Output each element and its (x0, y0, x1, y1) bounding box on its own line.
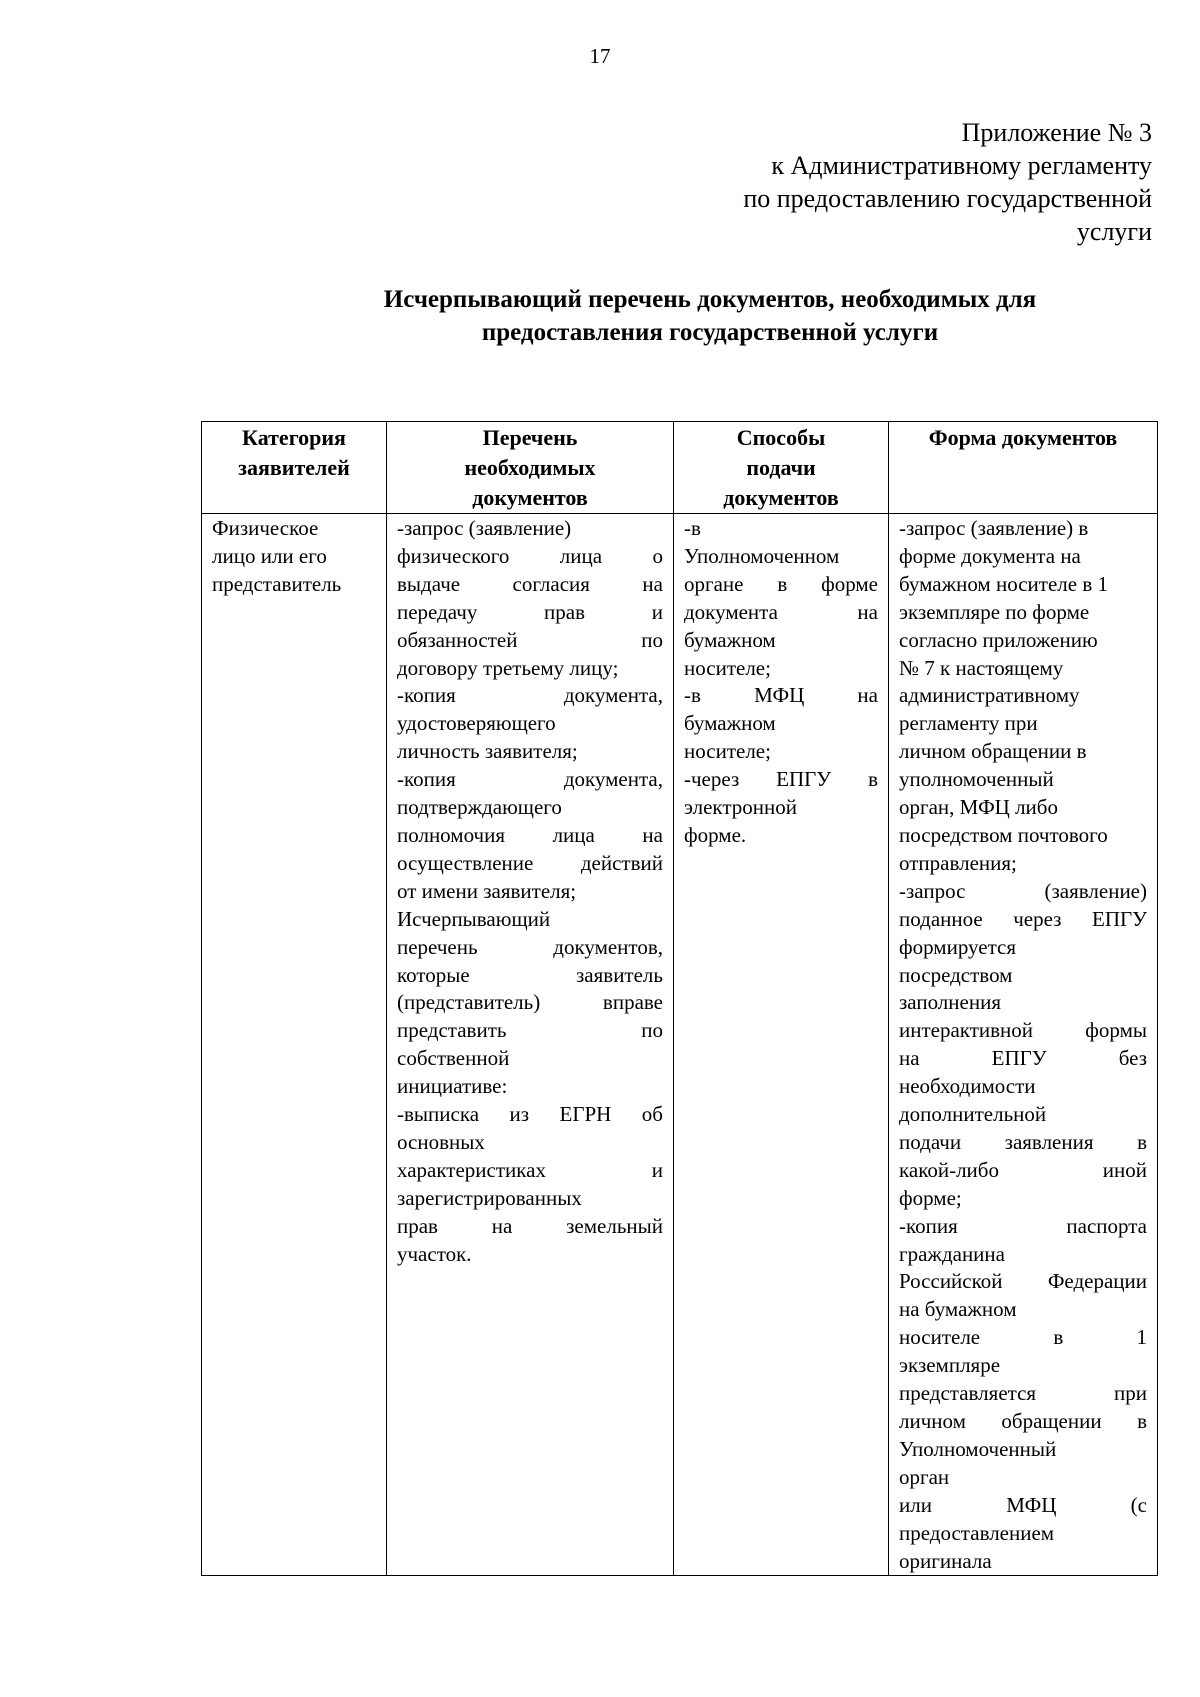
cell-line: бумажном (684, 627, 776, 652)
cell-line: основных (397, 1129, 485, 1154)
header-submission-methods: Способы подачи документов (674, 422, 889, 514)
cell-line: которые заявитель (397, 962, 663, 987)
document-title (300, 283, 1120, 349)
cell-line: экземпляре по форме (899, 599, 1090, 624)
cell-line: представить по (397, 1018, 663, 1043)
cell-line: собственной (397, 1046, 510, 1071)
cell-submission-methods (674, 514, 889, 1576)
cell-line: уполномоченный (899, 767, 1054, 792)
cell-line: полномочия лица на (397, 822, 663, 847)
table-header-row (202, 422, 1158, 514)
cell-line: -в МФЦ на (684, 683, 878, 708)
cell-line: носителе в 1 (899, 1325, 1147, 1350)
header-applicant-category: Категория заявителей (202, 422, 387, 514)
appendix-line: Приложение № 3 (961, 118, 1152, 147)
cell-line: прав на земельный (397, 1213, 663, 1238)
cell-line: дополнительной (899, 1102, 1047, 1127)
appendix-line: услуги (1076, 217, 1152, 246)
cell-line: личном обращении в (899, 1409, 1147, 1433)
cell-line: орган (899, 1464, 950, 1489)
cell-line: орган, МФЦ либо (899, 795, 1058, 820)
cell-line: характеристиках и (397, 1157, 663, 1182)
cell-line: -через ЕПГУ в (684, 767, 878, 792)
cell-line: электронной (684, 795, 798, 820)
cell-line: перечень документов, (397, 934, 663, 959)
header-document-form: Форма документов (889, 422, 1158, 514)
cell-line: отправления; (899, 850, 1017, 875)
cell-line: Уполномоченный (899, 1436, 1057, 1461)
cell-line: -запрос (заявление) в (899, 516, 1089, 540)
cell-line: личном обращении в (899, 739, 1087, 764)
cell-line: Уполномоченном (684, 543, 840, 568)
cell-line: -копия документа, (397, 767, 663, 792)
cell-line: какой-либо иной (899, 1157, 1147, 1182)
cell-line: заполнения (899, 990, 1001, 1015)
cell-line: интерактивной формы (899, 1018, 1147, 1043)
cell-line: или МФЦ (с (899, 1492, 1147, 1517)
cell-line: форме; (899, 1185, 962, 1210)
cell-applicant-category (202, 514, 387, 1576)
cell-line: -запрос (заявление) (899, 878, 1147, 903)
cell-line: инициативе: (397, 1074, 508, 1099)
cell-line: подтверждающего (397, 795, 562, 820)
cell-line: лицо или его (212, 543, 327, 568)
cell-line: документа на (684, 599, 878, 624)
cell-line: представитель (212, 571, 342, 596)
cell-line: Исчерпывающий (397, 906, 551, 931)
cell-documents-list (387, 514, 674, 1576)
cell-line: носителе; (684, 655, 771, 680)
cell-line: органе в форме (684, 571, 878, 596)
header-documents-list: Перечень необходимых документов (387, 422, 674, 514)
cell-line: зарегистрированных (397, 1185, 582, 1210)
cell-line: договору третьему лицу; (397, 655, 619, 680)
cell-line: выдаче согласия на (397, 571, 663, 596)
cell-line: осуществление действий (397, 850, 663, 875)
cell-line: бумажном (684, 711, 776, 736)
cell-line: на ЕПГУ без (899, 1046, 1147, 1071)
cell-line: -в (684, 516, 701, 540)
cell-line: -выписка из ЕГРН об (397, 1102, 663, 1127)
page-number: 17 (589, 44, 611, 68)
title-line: Исчерпывающий перечень документов, необходимых для (383, 286, 1037, 313)
cell-line: от имени заявителя; (397, 878, 577, 903)
cell-line: на бумажном (899, 1297, 1017, 1322)
cell-line: регламенту при (899, 711, 1038, 736)
appendix-header (592, 116, 1152, 248)
cell-line: -запрос (заявление) (397, 516, 572, 540)
cell-document-form (889, 514, 1158, 1576)
cell-line: (представитель) вправе (397, 990, 663, 1015)
cell-line: оригинала (899, 1548, 992, 1573)
cell-line: обязанностей по (397, 627, 663, 652)
cell-line: формируется (899, 934, 1016, 959)
cell-line: экземпляре (899, 1353, 1001, 1378)
cell-line: № 7 к настоящему (899, 655, 1064, 680)
title-line: предоставления государственной услуги (481, 319, 939, 346)
cell-line: предоставлением (899, 1520, 1055, 1545)
cell-line: участок. (397, 1241, 472, 1266)
cell-line: подачи заявления в (899, 1129, 1147, 1154)
cell-line: форме документа на (899, 543, 1081, 568)
appendix-line: по предоставлению государственной (743, 184, 1152, 213)
cell-line: Физическое (212, 516, 319, 540)
cell-line: посредством (899, 962, 1013, 987)
cell-line: личность заявителя; (397, 739, 578, 764)
documents-table (201, 421, 1158, 1576)
cell-line: физического лица о (397, 543, 663, 568)
cell-line: удостоверяющего (397, 711, 556, 736)
cell-line: передачу прав и (397, 599, 663, 624)
cell-line: гражданина (899, 1241, 1005, 1266)
cell-line: -копия документа, (397, 683, 663, 708)
appendix-line: к Административному регламенту (771, 151, 1152, 180)
cell-line: поданное через ЕПГУ (899, 906, 1147, 931)
cell-line: носителе; (684, 739, 771, 764)
cell-line: бумажном носителе в 1 (899, 571, 1108, 596)
cell-line: Российской Федерации (899, 1269, 1147, 1294)
cell-line: -копия паспорта (899, 1213, 1147, 1238)
cell-line: посредством почтового (899, 822, 1108, 847)
cell-line: административному (899, 683, 1080, 708)
cell-line: согласно приложению (899, 627, 1098, 652)
table-row (202, 514, 1158, 1576)
cell-line: форме. (684, 822, 747, 847)
cell-line: необходимости (899, 1074, 1036, 1099)
cell-line: представляется при (899, 1381, 1147, 1406)
